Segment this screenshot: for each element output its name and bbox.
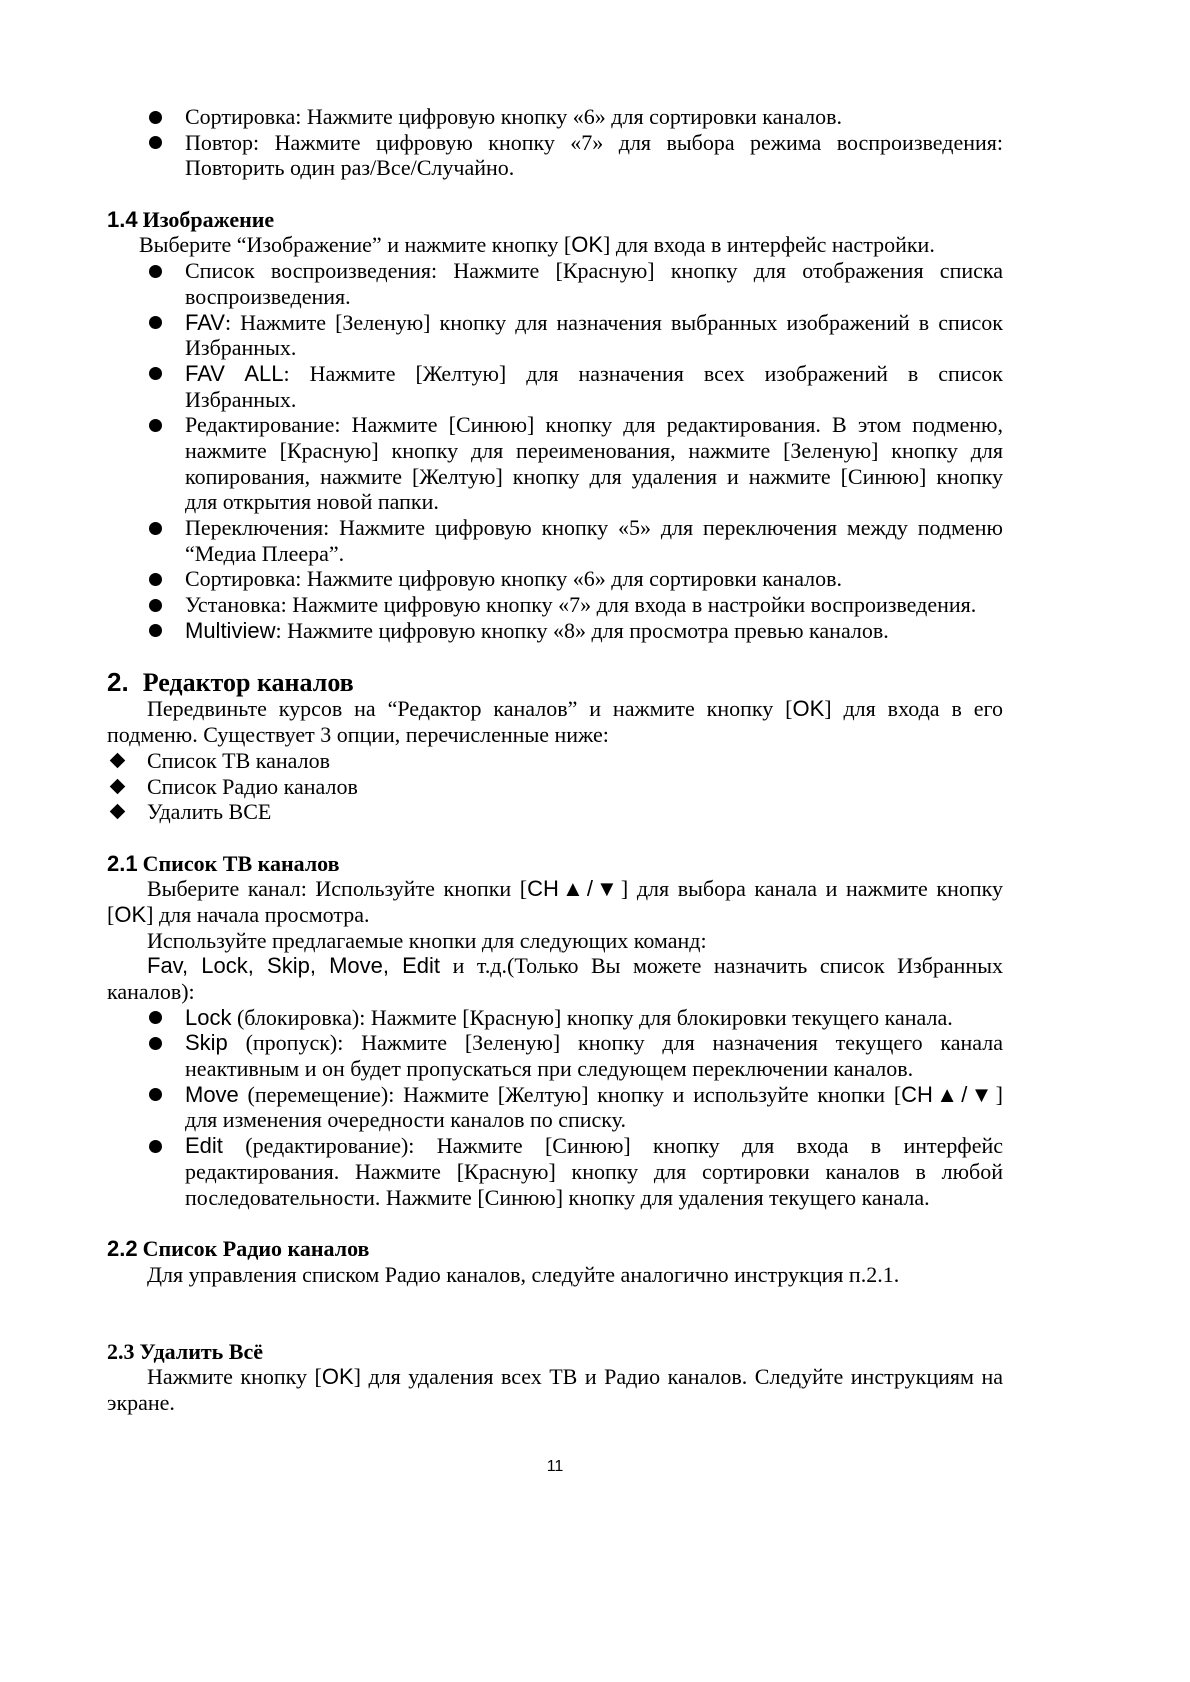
text-run: “Медиа Плеера”.	[185, 540, 345, 566]
option-text	[107, 799, 1003, 825]
text-run: Сортировка: Нажмите цифровую кнопку «6» для сортировки каналов.	[185, 104, 843, 129]
bullet-icon	[149, 522, 162, 535]
bullet-text-line	[107, 489, 1003, 515]
option-item	[107, 774, 1003, 800]
paragraph-line	[107, 902, 1003, 928]
bullet-text-line	[107, 618, 1003, 644]
blank-line	[107, 1313, 1003, 1339]
paragraph-line	[107, 722, 1003, 748]
option-item	[107, 799, 1003, 825]
text-run: редактирования. Нажмите [Красную] кнопку для сортировки каналов в любой	[185, 1158, 1003, 1184]
paragraph-line	[107, 953, 1003, 979]
bullet-text-line	[107, 1185, 1003, 1211]
text-run: Редактирование: Нажмите [Синюю] кнопку для редактирования. В этом подменю,	[185, 412, 1003, 438]
text-run: подменю. Существует 3 опции, перечисленные ниже:	[107, 722, 609, 748]
text-run: (пропуск): Нажмите [Зеленую] кнопку для назначения текущего канала	[227, 1030, 1003, 1056]
bullet-icon	[149, 573, 162, 586]
key-label: CH▲/▼	[527, 876, 621, 902]
bullet-text-line	[107, 361, 1003, 387]
text-run: Установка: Нажмите цифровую кнопку «7» для входа в настройки воспроизведения.	[185, 592, 977, 618]
bullet-item	[107, 566, 1003, 592]
text-run: Избранных.	[185, 335, 297, 361]
page-number: 11	[546, 1458, 564, 1475]
text-run: Сортировка: Нажмите цифровую кнопку «6» для сортировки каналов.	[185, 566, 843, 592]
text-run: : Нажмите [Зеленую] кнопку для назначения выбранных изображений в список	[224, 309, 1003, 335]
page-content	[107, 104, 1003, 1416]
blank-line	[107, 1210, 1003, 1236]
key-label: OK	[571, 232, 604, 258]
bullet-item	[107, 310, 1003, 361]
bullet-item	[107, 412, 1003, 515]
bullet-text-line	[107, 592, 1003, 618]
bullet-text-line	[107, 566, 1003, 592]
section-heading	[107, 1339, 1003, 1365]
section-title: Изображение	[142, 206, 275, 232]
bullet-text-line	[107, 1082, 1003, 1108]
text-run: ] для начала просмотра.	[146, 901, 370, 927]
text-run: : Нажмите [Желтую] для назначения всех изображений в список	[283, 360, 1003, 386]
bullet-text-line	[107, 1056, 1003, 1082]
bullet-item	[107, 1005, 1003, 1031]
paragraph-line	[107, 876, 1003, 902]
text-run: Передвиньте курсов на “Редактор каналов” и нажмите кнопку [	[147, 696, 793, 722]
bullet-text-line	[107, 155, 1003, 181]
text-run: (блокировка): Нажмите [Красную] кнопку для блокировки текущего канала.	[231, 1004, 953, 1030]
text-run: Выберите канал: Используйте кнопки [	[147, 876, 528, 902]
key-label: CH▲/▼	[901, 1081, 996, 1107]
term-label: FAV ALL	[185, 360, 284, 386]
bullet-item	[107, 592, 1003, 618]
text-run: нажмите [Красную] кнопку для переименования, нажмите [Зеленую] кнопку для	[185, 437, 1003, 463]
text-run: Повторить один раз/Все/Случайно.	[185, 155, 515, 181]
text-run: воспроизведения.	[185, 283, 351, 309]
bullet-icon	[149, 265, 162, 278]
chapter-number: 2.	[107, 667, 129, 698]
section-heading	[107, 207, 1003, 233]
bullet-text-line	[107, 387, 1003, 413]
text-run: Список воспроизведения: Нажмите [Красную] кнопку для отображения списка	[185, 258, 1003, 284]
bullet-text-line	[107, 1133, 1003, 1159]
blank-line	[107, 643, 1003, 668]
bullet-text-line	[107, 335, 1003, 361]
text-run: последовательности. Нажмите [Синюю] кнопку для удаления текущего канала.	[185, 1184, 930, 1210]
bullet-icon	[149, 599, 162, 612]
section-number: 2.1	[107, 850, 138, 876]
bullet-item	[107, 130, 1003, 181]
section-number: 1.4	[107, 206, 138, 232]
paragraph-line	[107, 928, 1003, 954]
term-label: FAV	[185, 309, 225, 335]
bullet-icon	[149, 316, 162, 329]
section-number: 2.2	[107, 1235, 138, 1261]
text-run: Список ТВ каналов	[147, 747, 331, 773]
text-run: (перемещение): Нажмите [Желтую] кнопку и используйте кнопки [	[238, 1081, 902, 1107]
section-number: 2.3	[107, 1338, 135, 1364]
bullet-text-line	[107, 310, 1003, 336]
text-run: Переключения: Нажмите цифровую кнопку «5» для переключения между подменю	[185, 515, 1003, 540]
bullet-text-line	[107, 1107, 1003, 1133]
bullet-item	[107, 361, 1003, 412]
term-label: Skip	[185, 1030, 228, 1056]
section-heading	[107, 851, 1003, 877]
bullet-item	[107, 258, 1003, 309]
bullet-text-line	[107, 284, 1003, 310]
section-title: Список ТВ каналов	[142, 850, 340, 876]
term-label: Lock	[185, 1004, 232, 1030]
section-heading	[107, 1236, 1003, 1262]
text-run: копирования, нажмите [Желтую] кнопку для удаления и нажмите [Синюю] кнопку	[185, 463, 1003, 489]
option-item	[107, 748, 1003, 774]
key-label: OK	[321, 1364, 354, 1390]
text-run: для открытия новой папки.	[185, 489, 439, 515]
bullet-text-line	[107, 541, 1003, 567]
text-run: и т.д.(Только Вы можете назначить список Избранных	[440, 953, 1003, 979]
text-run: ] для входа в его	[824, 696, 1003, 722]
text-run: : Нажмите цифровую кнопку «8» для просмотра превью каналов.	[275, 617, 889, 643]
text-run: Используйте предлагаемые кнопки для следующих команд:	[147, 927, 707, 953]
bullet-text-line	[107, 130, 1003, 156]
bullet-icon	[149, 419, 162, 432]
bullet-icon	[149, 1037, 162, 1050]
section-title: Список Радио каналов	[142, 1235, 370, 1261]
bullet-text-line	[107, 1005, 1003, 1031]
blank-line	[107, 1287, 1003, 1313]
text-run: Выберите “Изображение” и нажмите кнопку [	[139, 232, 572, 258]
paragraph-line	[107, 979, 1003, 1005]
bullet-icon	[149, 1140, 162, 1153]
option-text	[107, 774, 1003, 800]
bullet-text-line	[107, 1159, 1003, 1185]
term-label: Multiview	[185, 617, 276, 643]
text-run: ] для удаления всех ТВ и Радио каналов. Следуйте инструкциям на	[353, 1364, 1003, 1390]
bullet-text-line	[107, 412, 1003, 438]
option-text	[107, 748, 1003, 774]
bullet-item	[107, 1030, 1003, 1081]
text-run: Для управления списком Радио каналов, следуйте аналогично инструкция п.2.1.	[147, 1261, 900, 1287]
bullet-item	[107, 618, 1003, 644]
bullet-text-line	[107, 1030, 1003, 1056]
chapter-title: Редактор каналов	[142, 668, 354, 698]
blank-line	[107, 825, 1003, 851]
text-run: (редактирование): Нажмите [Синюю] кнопку для входа в интерфейс	[222, 1133, 1003, 1159]
blank-line	[107, 181, 1003, 207]
term-label: Move	[185, 1081, 239, 1107]
text-run: Список Радио каналов	[147, 773, 358, 799]
paragraph-line	[107, 696, 1003, 722]
bullet-text-line	[107, 258, 1003, 284]
key-label: OK	[114, 901, 147, 927]
chapter-heading	[107, 668, 1003, 696]
bullet-text-line	[107, 464, 1003, 490]
term-label: Fav, Lock, Skip, Move, Edit	[147, 953, 441, 979]
bullet-item	[107, 1133, 1003, 1210]
text-run: Нажмите кнопку [	[147, 1364, 322, 1390]
bullet-item	[107, 1082, 1003, 1133]
section-title: Удалить Всё	[139, 1338, 264, 1364]
text-run: Повтор: Нажмите цифровую кнопку «7» для выбора режима воспроизведения:	[185, 129, 1003, 155]
bullet-item	[107, 104, 1003, 130]
text-run: ] для входа в интерфейс настройки.	[603, 232, 935, 258]
text-run: ] для выбора канала и нажмите кнопку	[620, 876, 1003, 902]
text-run: [	[107, 901, 115, 927]
text-run: для изменения очередности каналов по списку.	[185, 1107, 626, 1133]
bullet-text-line	[107, 104, 1003, 130]
paragraph-line	[107, 1364, 1003, 1390]
text-run: ]	[995, 1081, 1003, 1107]
text-run: каналов):	[107, 979, 195, 1004]
bullet-icon	[149, 111, 162, 124]
text-run: Удалить ВСЕ	[147, 799, 272, 825]
text-run: неактивным и он будет пропускаться при следующем переключении каналов.	[185, 1056, 914, 1082]
text-run: экране.	[107, 1390, 175, 1415]
bullet-item	[107, 515, 1003, 566]
text-run: Избранных.	[185, 386, 297, 412]
paragraph-line	[107, 1390, 1003, 1416]
bullet-text-line	[107, 438, 1003, 464]
bullet-text-line	[107, 515, 1003, 541]
paragraph-line	[107, 232, 1003, 258]
key-label: OK	[792, 696, 825, 722]
paragraph-line	[107, 1262, 1003, 1288]
term-label: Edit	[185, 1133, 223, 1159]
